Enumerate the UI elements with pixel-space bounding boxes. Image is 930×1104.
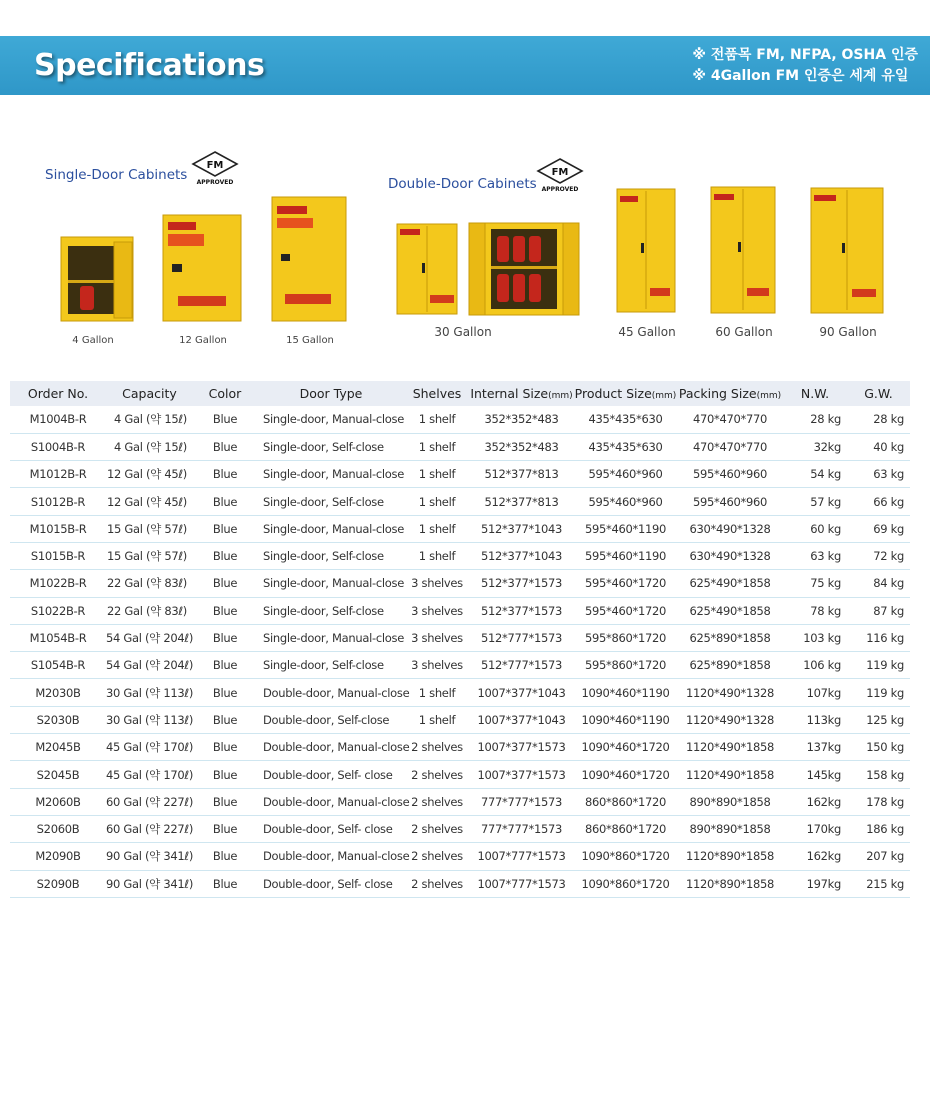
- cell-product-size: 595*460*960: [574, 488, 677, 515]
- cell-color: Blue: [193, 761, 257, 788]
- cell-door-type: Single-door, Manual-close: [257, 406, 405, 433]
- cell-capacity: 12 Gal (약 45ℓ): [106, 488, 193, 515]
- cell-internal-size: 1007*777*1573: [469, 843, 574, 870]
- cell-internal-size: 512*377*1573: [469, 570, 574, 597]
- cell-color: Blue: [193, 406, 257, 433]
- banner-notes: [692, 45, 918, 87]
- fm-approved-badge: [190, 150, 240, 190]
- table-row: [10, 815, 910, 842]
- cell-gross-weight: 87 kg: [847, 597, 910, 624]
- cell-shelves: 1 shelf: [405, 461, 469, 488]
- cell-internal-size: 512*777*1573: [469, 652, 574, 679]
- cell-packing-size: 630*490*1328: [677, 542, 783, 569]
- cell-gross-weight: 116 kg: [847, 624, 910, 651]
- cell-door-type: Single-door, Self-close: [257, 542, 405, 569]
- cell-internal-size: 1007*777*1573: [469, 870, 574, 897]
- cell-gross-weight: 40 kg: [847, 433, 910, 460]
- cell-internal-size: 1007*377*1573: [469, 734, 574, 761]
- cabinet-60-gallon-image: [710, 186, 776, 314]
- cell-net-weight: 54 kg: [783, 461, 847, 488]
- cell-packing-size: 595*460*960: [677, 461, 783, 488]
- cell-packing-size: 890*890*1858: [677, 788, 783, 815]
- cell-internal-size: 512*377*813: [469, 461, 574, 488]
- cell-net-weight: 113kg: [783, 706, 847, 733]
- cell-color: Blue: [193, 652, 257, 679]
- cell-color: Blue: [193, 570, 257, 597]
- cell-order-no: M2090B: [10, 843, 106, 870]
- cell-gross-weight: 84 kg: [847, 570, 910, 597]
- cell-internal-size: 1007*377*1043: [469, 706, 574, 733]
- cell-net-weight: 60 kg: [783, 515, 847, 542]
- specifications-banner: [0, 36, 930, 95]
- cell-internal-size: 777*777*1573: [469, 815, 574, 842]
- cell-packing-size: 625*890*1858: [677, 652, 783, 679]
- cell-gross-weight: 215 kg: [847, 870, 910, 897]
- header-door-type: Door Type: [257, 381, 405, 406]
- table-row: [10, 406, 910, 433]
- cell-product-size: 1090*860*1720: [574, 870, 677, 897]
- cell-net-weight: 162kg: [783, 843, 847, 870]
- cell-order-no: M1012B-R: [10, 461, 106, 488]
- table-row: [10, 706, 910, 733]
- cell-gross-weight: 207 kg: [847, 843, 910, 870]
- cell-color: Blue: [193, 843, 257, 870]
- cell-product-size: 860*860*1720: [574, 815, 677, 842]
- cell-door-type: Double-door, Self- close: [257, 870, 405, 897]
- caption-45-gallon: 45 Gallon: [618, 325, 676, 339]
- cell-door-type: Double-door, Manual-close: [257, 788, 405, 815]
- cell-packing-size: 1120*890*1858: [677, 843, 783, 870]
- cell-door-type: Single-door, Self-close: [257, 433, 405, 460]
- cell-net-weight: 107kg: [783, 679, 847, 706]
- caption-12-gallon: 12 Gallon: [179, 335, 227, 346]
- cell-product-size: 435*435*630: [574, 433, 677, 460]
- cell-gross-weight: 119 kg: [847, 652, 910, 679]
- cell-door-type: Single-door, Manual-close: [257, 570, 405, 597]
- cell-door-type: Double-door, Manual-close: [257, 734, 405, 761]
- world-first-note: ※ 4Gallon FM 인증은 세계 유일: [692, 68, 909, 84]
- cell-internal-size: 512*777*1573: [469, 624, 574, 651]
- cell-gross-weight: 66 kg: [847, 488, 910, 515]
- cell-product-size: 595*460*1720: [574, 570, 677, 597]
- cell-order-no: S1012B-R: [10, 488, 106, 515]
- cell-color: Blue: [193, 515, 257, 542]
- cell-packing-size: 470*470*770: [677, 433, 783, 460]
- cell-shelves: 1 shelf: [405, 406, 469, 433]
- cell-capacity: 90 Gal (약 341ℓ): [106, 870, 193, 897]
- cell-internal-size: 352*352*483: [469, 433, 574, 460]
- cell-internal-size: 512*377*813: [469, 488, 574, 515]
- cell-shelves: 2 shelves: [405, 788, 469, 815]
- table-row: [10, 788, 910, 815]
- cell-shelves: 3 shelves: [405, 570, 469, 597]
- cell-color: Blue: [193, 706, 257, 733]
- cell-packing-size: 625*490*1858: [677, 597, 783, 624]
- table-row: [10, 652, 910, 679]
- cell-capacity: 45 Gal (약 170ℓ): [106, 761, 193, 788]
- cell-capacity: 30 Gal (약 113ℓ): [106, 679, 193, 706]
- cabinet-4-gallon-image: [60, 236, 134, 322]
- cell-shelves: 2 shelves: [405, 761, 469, 788]
- cell-capacity: 90 Gal (약 341ℓ): [106, 843, 193, 870]
- cell-door-type: Double-door, Self-close: [257, 706, 405, 733]
- cell-net-weight: 162kg: [783, 788, 847, 815]
- table-row: [10, 542, 910, 569]
- table-row: [10, 597, 910, 624]
- cell-color: Blue: [193, 734, 257, 761]
- cell-product-size: 595*460*960: [574, 461, 677, 488]
- cell-shelves: 3 shelves: [405, 652, 469, 679]
- table-header-row: [10, 381, 910, 406]
- cell-product-size: 860*860*1720: [574, 788, 677, 815]
- cell-order-no: S1015B-R: [10, 542, 106, 569]
- cell-door-type: Double-door, Self- close: [257, 815, 405, 842]
- cell-product-size: 595*460*1190: [574, 542, 677, 569]
- caption-60-gallon: 60 Gallon: [715, 325, 773, 339]
- cell-gross-weight: 158 kg: [847, 761, 910, 788]
- cell-color: Blue: [193, 488, 257, 515]
- cell-gross-weight: 186 kg: [847, 815, 910, 842]
- cell-product-size: 595*860*1720: [574, 624, 677, 651]
- cell-door-type: Single-door, Self-close: [257, 597, 405, 624]
- table-row: [10, 570, 910, 597]
- cell-product-size: 1090*460*1190: [574, 706, 677, 733]
- cell-color: Blue: [193, 597, 257, 624]
- cabinet-90-gallon-image: [810, 187, 884, 314]
- header-capacity: Capacity: [106, 381, 193, 406]
- cell-color: Blue: [193, 788, 257, 815]
- single-door-title: Single-Door Cabinets: [45, 167, 188, 183]
- cell-packing-size: 1120*890*1858: [677, 870, 783, 897]
- cell-capacity: 22 Gal (약 83ℓ): [106, 597, 193, 624]
- cell-order-no: M2045B: [10, 734, 106, 761]
- double-door-title: Double-Door Cabinets: [388, 176, 537, 192]
- cell-shelves: 3 shelves: [405, 624, 469, 651]
- cell-order-no: M1022B-R: [10, 570, 106, 597]
- cell-color: Blue: [193, 870, 257, 897]
- table-row: [10, 433, 910, 460]
- caption-90-gallon: 90 Gallon: [819, 325, 877, 339]
- cell-net-weight: 145kg: [783, 761, 847, 788]
- fm-approved-badge-double: [535, 157, 585, 197]
- cell-internal-size: 512*377*1573: [469, 597, 574, 624]
- cell-color: Blue: [193, 815, 257, 842]
- cell-gross-weight: 63 kg: [847, 461, 910, 488]
- cell-internal-size: 512*377*1043: [469, 542, 574, 569]
- table-row: [10, 515, 910, 542]
- cell-gross-weight: 72 kg: [847, 542, 910, 569]
- cell-capacity: 4 Gal (약 15ℓ): [106, 406, 193, 433]
- cell-order-no: M2060B: [10, 788, 106, 815]
- cell-capacity: 15 Gal (약 57ℓ): [106, 515, 193, 542]
- cell-capacity: 54 Gal (약 204ℓ): [106, 624, 193, 651]
- cell-door-type: Double-door, Manual-close: [257, 843, 405, 870]
- header-color: Color: [193, 381, 257, 406]
- cell-gross-weight: 125 kg: [847, 706, 910, 733]
- cell-door-type: Single-door, Manual-close: [257, 461, 405, 488]
- cell-internal-size: 1007*377*1573: [469, 761, 574, 788]
- cell-color: Blue: [193, 433, 257, 460]
- cell-product-size: 1090*460*1190: [574, 679, 677, 706]
- cell-gross-weight: 69 kg: [847, 515, 910, 542]
- cell-order-no: S2030B: [10, 706, 106, 733]
- cell-net-weight: 197kg: [783, 870, 847, 897]
- cell-net-weight: 137kg: [783, 734, 847, 761]
- table-row: [10, 734, 910, 761]
- cell-door-type: Double-door, Manual-close: [257, 679, 405, 706]
- cell-capacity: 60 Gal (약 227ℓ): [106, 788, 193, 815]
- cell-net-weight: 28 kg: [783, 406, 847, 433]
- cell-packing-size: 1120*490*1858: [677, 761, 783, 788]
- table-row: [10, 870, 910, 897]
- table-row: [10, 488, 910, 515]
- cell-shelves: 1 shelf: [405, 433, 469, 460]
- cell-capacity: 30 Gal (약 113ℓ): [106, 706, 193, 733]
- cell-packing-size: 470*470*770: [677, 406, 783, 433]
- cell-shelves: 1 shelf: [405, 706, 469, 733]
- cell-product-size: 595*460*1190: [574, 515, 677, 542]
- cell-packing-size: 1120*490*1858: [677, 734, 783, 761]
- cell-net-weight: 170kg: [783, 815, 847, 842]
- svg-text:APPROVED: APPROVED: [541, 186, 579, 193]
- header-packing-size: Packing Size(mm): [677, 381, 783, 406]
- table-row: [10, 679, 910, 706]
- cell-shelves: 3 shelves: [405, 597, 469, 624]
- svg-text:FM: FM: [206, 160, 224, 171]
- cell-color: Blue: [193, 461, 257, 488]
- cell-shelves: 2 shelves: [405, 870, 469, 897]
- caption-15-gallon: 15 Gallon: [286, 335, 334, 346]
- cabinet-45-gallon-image: [616, 188, 676, 313]
- table-row: [10, 761, 910, 788]
- cell-door-type: Single-door, Manual-close: [257, 515, 405, 542]
- cell-order-no: S1004B-R: [10, 433, 106, 460]
- cell-door-type: Double-door, Self- close: [257, 761, 405, 788]
- cell-gross-weight: 28 kg: [847, 406, 910, 433]
- cell-net-weight: 63 kg: [783, 542, 847, 569]
- cell-packing-size: 625*890*1858: [677, 624, 783, 651]
- cell-capacity: 60 Gal (약 227ℓ): [106, 815, 193, 842]
- cell-order-no: M1004B-R: [10, 406, 106, 433]
- cabinet-30-gallon-closed-image: [396, 223, 458, 315]
- cell-shelves: 1 shelf: [405, 515, 469, 542]
- cell-net-weight: 57 kg: [783, 488, 847, 515]
- table-row: [10, 843, 910, 870]
- cell-packing-size: 625*490*1858: [677, 570, 783, 597]
- header-net-weight: N.W.: [783, 381, 847, 406]
- header-internal-size: Internal Size(mm): [469, 381, 574, 406]
- cell-internal-size: 1007*377*1043: [469, 679, 574, 706]
- cell-packing-size: 595*460*960: [677, 488, 783, 515]
- cell-order-no: S1022B-R: [10, 597, 106, 624]
- cell-capacity: 22 Gal (약 83ℓ): [106, 570, 193, 597]
- cell-product-size: 595*460*1720: [574, 597, 677, 624]
- cell-shelves: 2 shelves: [405, 843, 469, 870]
- cell-door-type: Single-door, Manual-close: [257, 624, 405, 651]
- cell-order-no: S2090B: [10, 870, 106, 897]
- cell-order-no: M2030B: [10, 679, 106, 706]
- banner-title: Specifications: [34, 48, 265, 83]
- cabinet-30-gallon-open-image: [468, 222, 580, 316]
- cell-product-size: 435*435*630: [574, 406, 677, 433]
- cabinet-15-gallon-image: [271, 196, 347, 322]
- cell-order-no: S2045B: [10, 761, 106, 788]
- svg-text:FM: FM: [551, 167, 569, 178]
- table-body: [10, 406, 910, 897]
- cell-shelves: 1 shelf: [405, 488, 469, 515]
- table-row: [10, 624, 910, 651]
- table-row: [10, 461, 910, 488]
- cell-net-weight: 75 kg: [783, 570, 847, 597]
- cell-product-size: 595*860*1720: [574, 652, 677, 679]
- cell-order-no: M1015B-R: [10, 515, 106, 542]
- cell-packing-size: 890*890*1858: [677, 815, 783, 842]
- cell-net-weight: 103 kg: [783, 624, 847, 651]
- specifications-table: [10, 381, 910, 898]
- cell-color: Blue: [193, 624, 257, 651]
- cell-capacity: 4 Gal (약 15ℓ): [106, 433, 193, 460]
- cell-door-type: Single-door, Self-close: [257, 652, 405, 679]
- cell-product-size: 1090*460*1720: [574, 734, 677, 761]
- cell-capacity: 15 Gal (약 57ℓ): [106, 542, 193, 569]
- header-shelves: Shelves: [405, 381, 469, 406]
- cell-product-size: 1090*860*1720: [574, 843, 677, 870]
- cell-order-no: S1054B-R: [10, 652, 106, 679]
- header-gross-weight: G.W.: [847, 381, 910, 406]
- cell-gross-weight: 178 kg: [847, 788, 910, 815]
- cell-order-no: M1054B-R: [10, 624, 106, 651]
- cell-packing-size: 1120*490*1328: [677, 679, 783, 706]
- caption-4-gallon: 4 Gallon: [72, 335, 114, 346]
- cell-shelves: 2 shelves: [405, 815, 469, 842]
- cell-product-size: 1090*460*1720: [574, 761, 677, 788]
- cell-gross-weight: 119 kg: [847, 679, 910, 706]
- cell-packing-size: 630*490*1328: [677, 515, 783, 542]
- cell-shelves: 1 shelf: [405, 679, 469, 706]
- cell-capacity: 12 Gal (약 45ℓ): [106, 461, 193, 488]
- cell-internal-size: 777*777*1573: [469, 788, 574, 815]
- cell-color: Blue: [193, 542, 257, 569]
- cell-color: Blue: [193, 679, 257, 706]
- caption-30-gallon: 30 Gallon: [434, 325, 492, 339]
- svg-text:APPROVED: APPROVED: [196, 179, 234, 186]
- certification-note: ※ 전품목 FM, NFPA, OSHA 인증: [692, 47, 918, 63]
- cabinet-12-gallon-image: [162, 214, 242, 322]
- cell-capacity: 54 Gal (약 204ℓ): [106, 652, 193, 679]
- cell-net-weight: 106 kg: [783, 652, 847, 679]
- cell-internal-size: 512*377*1043: [469, 515, 574, 542]
- cell-net-weight: 32kg: [783, 433, 847, 460]
- cell-capacity: 45 Gal (약 170ℓ): [106, 734, 193, 761]
- cell-net-weight: 78 kg: [783, 597, 847, 624]
- cell-door-type: Single-door, Self-close: [257, 488, 405, 515]
- cell-order-no: S2060B: [10, 815, 106, 842]
- header-order-no: Order No.: [10, 381, 106, 406]
- header-product-size: Product Size(mm): [574, 381, 677, 406]
- cell-internal-size: 352*352*483: [469, 406, 574, 433]
- cell-packing-size: 1120*490*1328: [677, 706, 783, 733]
- cell-gross-weight: 150 kg: [847, 734, 910, 761]
- cell-shelves: 1 shelf: [405, 542, 469, 569]
- cell-shelves: 2 shelves: [405, 734, 469, 761]
